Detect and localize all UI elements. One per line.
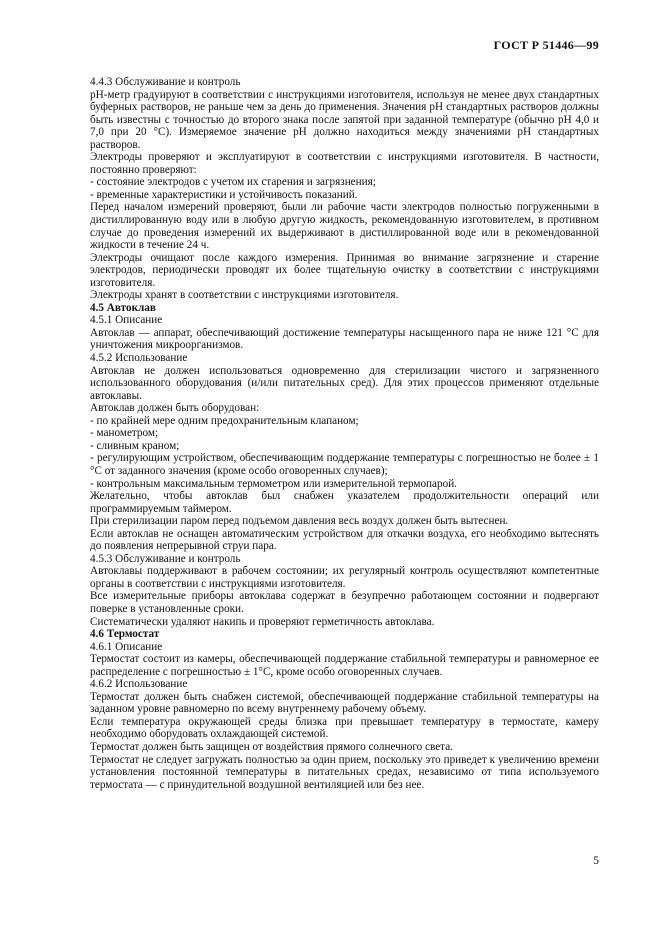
paragraph: Автоклав — аппарат, обеспечивающий достижение температуры насыщенного пара не ниже 121 °С для уничтожения микроорганизмов. — [90, 326, 599, 352]
list-item: - регулирующим устройством, обеспечивающим поддержание температуры с погрешностью не более ± 1 °С от заданного значения (кроме особо оговоренных случаев); — [90, 452, 599, 477]
paragraph: Термостат должен быть снабжен системой, обеспечивающей поддержание стабильной температуры на заданном уровне равномерно по всему внутреннему рабочему объему. — [90, 690, 599, 716]
paragraph: Желательно, чтобы автоклав был снабжен указателем продолжительности операций или программируемым таймером. — [90, 490, 599, 515]
paragraph: Электроды очищают после каждого измерения. Принимая во внимание загрязнение и старение электродов, периодически проводят их более тщательную очистку в соответствии с инструкциями изготовителя. — [90, 251, 599, 289]
section-heading: 4.4.3 Обслуживание и контроль — [90, 76, 241, 88]
paragraph: Все измерительные приборы автоклава содержат в безупречно работающем состоянии и подвергают поверке в установленные сроки. — [90, 590, 599, 615]
list-item: - манометром; — [90, 427, 159, 440]
list-item: - временные характеристики и устойчивость показаний. — [90, 188, 358, 201]
document-body — [90, 76, 599, 791]
section-heading: 4.6 Термостат — [90, 628, 160, 641]
paragraph: Электроды хранят в соответствии с инструкциями изготовителя. — [90, 289, 399, 302]
paragraph: Термостат не следует загружать полностью за один прием, поскольку это приведет к увеличению времени установления постоянной температуры в питательных средах, независимо от типа используемого термостата — с принудительной воздушной вентиляцией или без нее. — [90, 753, 599, 791]
paragraph: Термостат должен быть защищен от воздействия прямого солнечного света. — [90, 740, 453, 753]
list-item: - сливным краном; — [90, 439, 180, 452]
list-item: - контрольным максимальным термометром или измерительной термопарой. — [90, 477, 457, 490]
paragraph: Электроды проверяют и эксплуатируют в соответствии с инструкциями изготовителя. В частности, постоянно проверяют: — [90, 151, 599, 176]
subsection-heading: 4.5.2 Использование — [90, 352, 188, 365]
paragraph: рН-метр градуируют в соответствии с инструкциями изготовителя, используя не менее двух стандартных буферных растворов, не раньше чем за день до применения. Значения рН стандартных растворов должны быть известны с точностью до второго знака после запятой при заданной температуре (обычно рН 4,0 и 7,0 при 20 °С). Измеряемое значение рН должно находиться между значениями рН стандартных растворов. — [90, 88, 599, 151]
list-item: - по крайней мере одним предохранительным клапаном; — [90, 414, 359, 427]
paragraph: Термостат состоит из камеры, обеспечивающей поддержание стабильной температуры и равномерное ее распределение с погрешностью ± 1°С, кроме особо оговоренных случаев. — [90, 653, 599, 678]
subsection-heading: 4.6.2 Использование — [90, 678, 188, 691]
subsection-heading: 4.5.1 Описание — [90, 314, 163, 327]
paragraph: Автоклав должен быть оборудован: — [90, 402, 260, 415]
paragraph: Автоклав не должен использоваться одновременно для стерилизации чистого и загрязненного использованного оборудования (и/или питательных сред). Для этих процессов применяют отдельные автоклавы. — [90, 364, 599, 402]
paragraph: Если автоклав не оснащен автоматическим устройством для откачки воздуха, его необходимо вытеснять до появления непрерывной струи пара. — [90, 527, 599, 553]
document-header: ГОСТ Р 51446—99 — [493, 38, 599, 52]
subsection-heading: 4.5.3 Обслуживание и контроль — [90, 552, 241, 565]
list-item: - состояние электродов с учетом их старения и загрязнения; — [90, 176, 376, 189]
paragraph: Систематически удаляют накипь и проверяют герметичность автоклава. — [90, 615, 435, 628]
paragraph: При стерилизации паром перед подъемом давления весь воздух должен быть вытеснен. — [90, 515, 509, 528]
page-number: 5 — [593, 855, 599, 867]
paragraph: Перед началом измерений проверяют, были ли рабочие части электродов полностью погруженными в дистиллированную воду или в любую другую жидкость, рекомендованную изготовителем, в противном случае до проведения измерений их выдерживают в дистиллированной воде или в рекомендованной жидкости в течение 24 ч. — [90, 201, 599, 252]
paragraph: Автоклавы поддерживают в рабочем состоянии; их регулярный контроль осуществляют компетентные органы в соответствии с инструкциями изготовителя. — [90, 565, 599, 590]
subsection-heading: 4.6.1 Описание — [90, 640, 163, 653]
paragraph: Если температура окружающей среды близка при превышает температуру в термостате, камеру необходимо оборудовать охлаждающей системой. — [90, 715, 599, 741]
section-heading: 4.5 Автоклав — [90, 301, 156, 314]
